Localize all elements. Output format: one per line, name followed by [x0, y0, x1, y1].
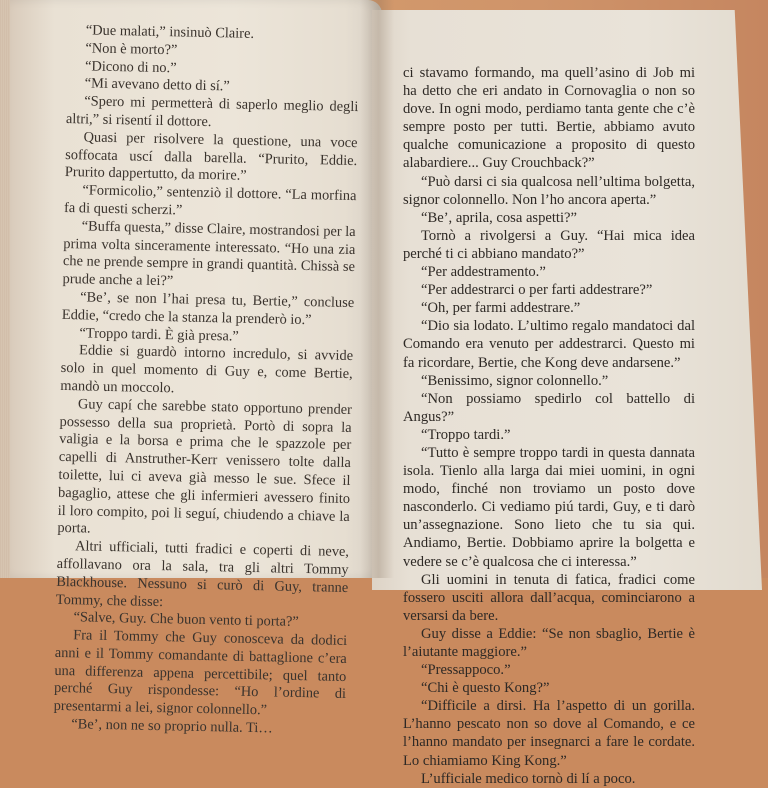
- paragraph: “Salve, Guy. Che buon vento ti porta?”: [73, 609, 299, 631]
- paragraph: Quasi per risolvere la questione, una voce soffocata uscí dalla barella. “Prurito, Eddie. Prurito dappertutto, da morire.”: [64, 129, 358, 185]
- paragraph: “Be’, aprila, cosa aspetti?”: [421, 209, 577, 226]
- paragraph: L’ufficiale medico tornò di lí a poco.: [421, 770, 636, 787]
- paragraph: “Dicono di no.”: [84, 57, 177, 76]
- paragraph: Tornò a rivolgersi a Guy. “Hai mica idea perché ti ci abbiano mandato?”: [403, 227, 695, 262]
- paragraph: “Chi è questo Kong?”: [421, 680, 550, 697]
- paragraph: Guy disse a Eddie: “Se non sbaglio, Bertie è l’aiutante maggiore.”: [403, 625, 695, 660]
- paragraph: “Per addestrarci o per farti addestrare?”: [421, 282, 653, 299]
- paragraph: “Due malati,” insinuò Claire.: [85, 22, 255, 42]
- paragraph: “Tutto è sempre troppo tardi in questa dannata isola. Tienlo alla larga dai miei uomini, in ogni modo, finché non troviamo un posto dove nasconderlo. Ci vediamo piú tardi, Guy, e ti darò un’assegnazione. Sono lieto che tu sia qui. Andiamo, Bertie. Dobbiamo aprire la bolgetta e vedere se c’è qualcosa che ci interessa.”: [403, 444, 695, 570]
- paragraph: “Oh, per farmi addestrare.”: [421, 300, 581, 317]
- paragraph: Eddie si guardò intorno incredulo, si avvide solo in quel momento di Guy e, come Bertie, mandò un moccolo.: [60, 342, 354, 397]
- paragraph: “Non possiamo spedirlo col battello di Angus?”: [403, 390, 695, 425]
- paragraph: ci stavamo formando, ma quell’asino di Job mi ha detto che eri andato in Cornovaglia o non so dove. In ogni modo, perdiamo tanta gente che c’è sempre posto per tutti. Bertie, abbiamo avuto qualche comunicazione a proposito di questo alabardiere... Guy Crouchback?”: [403, 65, 695, 172]
- paragraph: “Non è morto?”: [85, 40, 178, 59]
- paragraph: “Può darsi ci sia qualcosa nell’ultima bolgetta, signor colonnello. Non l’ho ancora aperta.”: [403, 173, 695, 208]
- paragraph: “Troppo tardi.”: [421, 426, 511, 443]
- paragraph: “Per addestramento.”: [421, 264, 546, 281]
- paragraph: “Benissimo, signor colonnello.”: [421, 372, 609, 389]
- paragraph: “Buffa questa,” disse Claire, mostrandosi per la prima volta sinceramente interessato. “Ho una zia che ne prende sempre in grandi quantità. Chissà se prude anche a lei?”: [62, 218, 356, 290]
- paragraph: Guy capí che sarebbe stato opportuno prender possesso della sua proprietà. Portò di sopra la valigia e la borsa e prima che le spazzole per capelli di Anstruther-Kerr venissero tolte dalla toilette, lui ci aveva già messo le sue. Sfece il bagaglio, attese che gli infermieri avessero finito il loro compito, poi li seguí, chiudendo a chiave la porta.: [57, 396, 353, 537]
- paragraph: Gli uomini in tenuta di fatica, fradici come fossero usciti allora dall’acqua, cominciarono a versarsi da bere.: [403, 571, 695, 624]
- paragraph: “Be’, non ne so proprio nulla. Ti…: [71, 716, 273, 737]
- book-gutter: [360, 0, 394, 578]
- paragraph: Fra il Tommy che Guy conosceva da dodici anni e il Tommy comandante di battaglione c’era una differenza appena percettibile; quel tanto perché Guy rispondesse: “Ho l’ordine di presentarmi a lei, signor colonnello.”: [53, 627, 348, 719]
- paragraph: Altri ufficiali, tutti fradici e coperti di neve, affollavano ora la sala, tra gli altri Tommy Blackhouse. Nessuno si curò di Guy, tranne Tommy, che disse:: [55, 538, 350, 610]
- paragraph: “Pressappoco.”: [421, 662, 511, 679]
- left-page-text: [53, 22, 360, 740]
- paragraph: “Be’, se non l’hai presa tu, Bertie,” concluse Eddie, “credo che la stanza la prenderò io.”: [61, 289, 355, 328]
- paragraph: “Dio sia lodato. L’ultimo regalo mandatoci dal Comando era venuto per addestrarci. Questo mi fa ricordare, Bertie, che Kong deve andarsene.”: [403, 318, 695, 371]
- paragraph: “Mi avevano detto di sí.”: [84, 75, 230, 95]
- right-page-text: [403, 64, 695, 788]
- paragraph: “Troppo tardi. È già presa.”: [79, 324, 239, 345]
- paragraph: “Spero mi permetterà di saperlo meglio degli altri,” si risentí il dottore.: [65, 93, 359, 131]
- paragraph: “Difficile a dirsi. Ha l’aspetto di un gorilla. L’hanno pescato non so dove al Comando, e ce l’hanno mandato per insegnarci a fare le cordate. Lo chiamiamo King Kong.”: [403, 698, 695, 769]
- paragraph: “Formicolio,” sentenziò il dottore. “La morfina fa di questi scherzi.”: [63, 182, 357, 219]
